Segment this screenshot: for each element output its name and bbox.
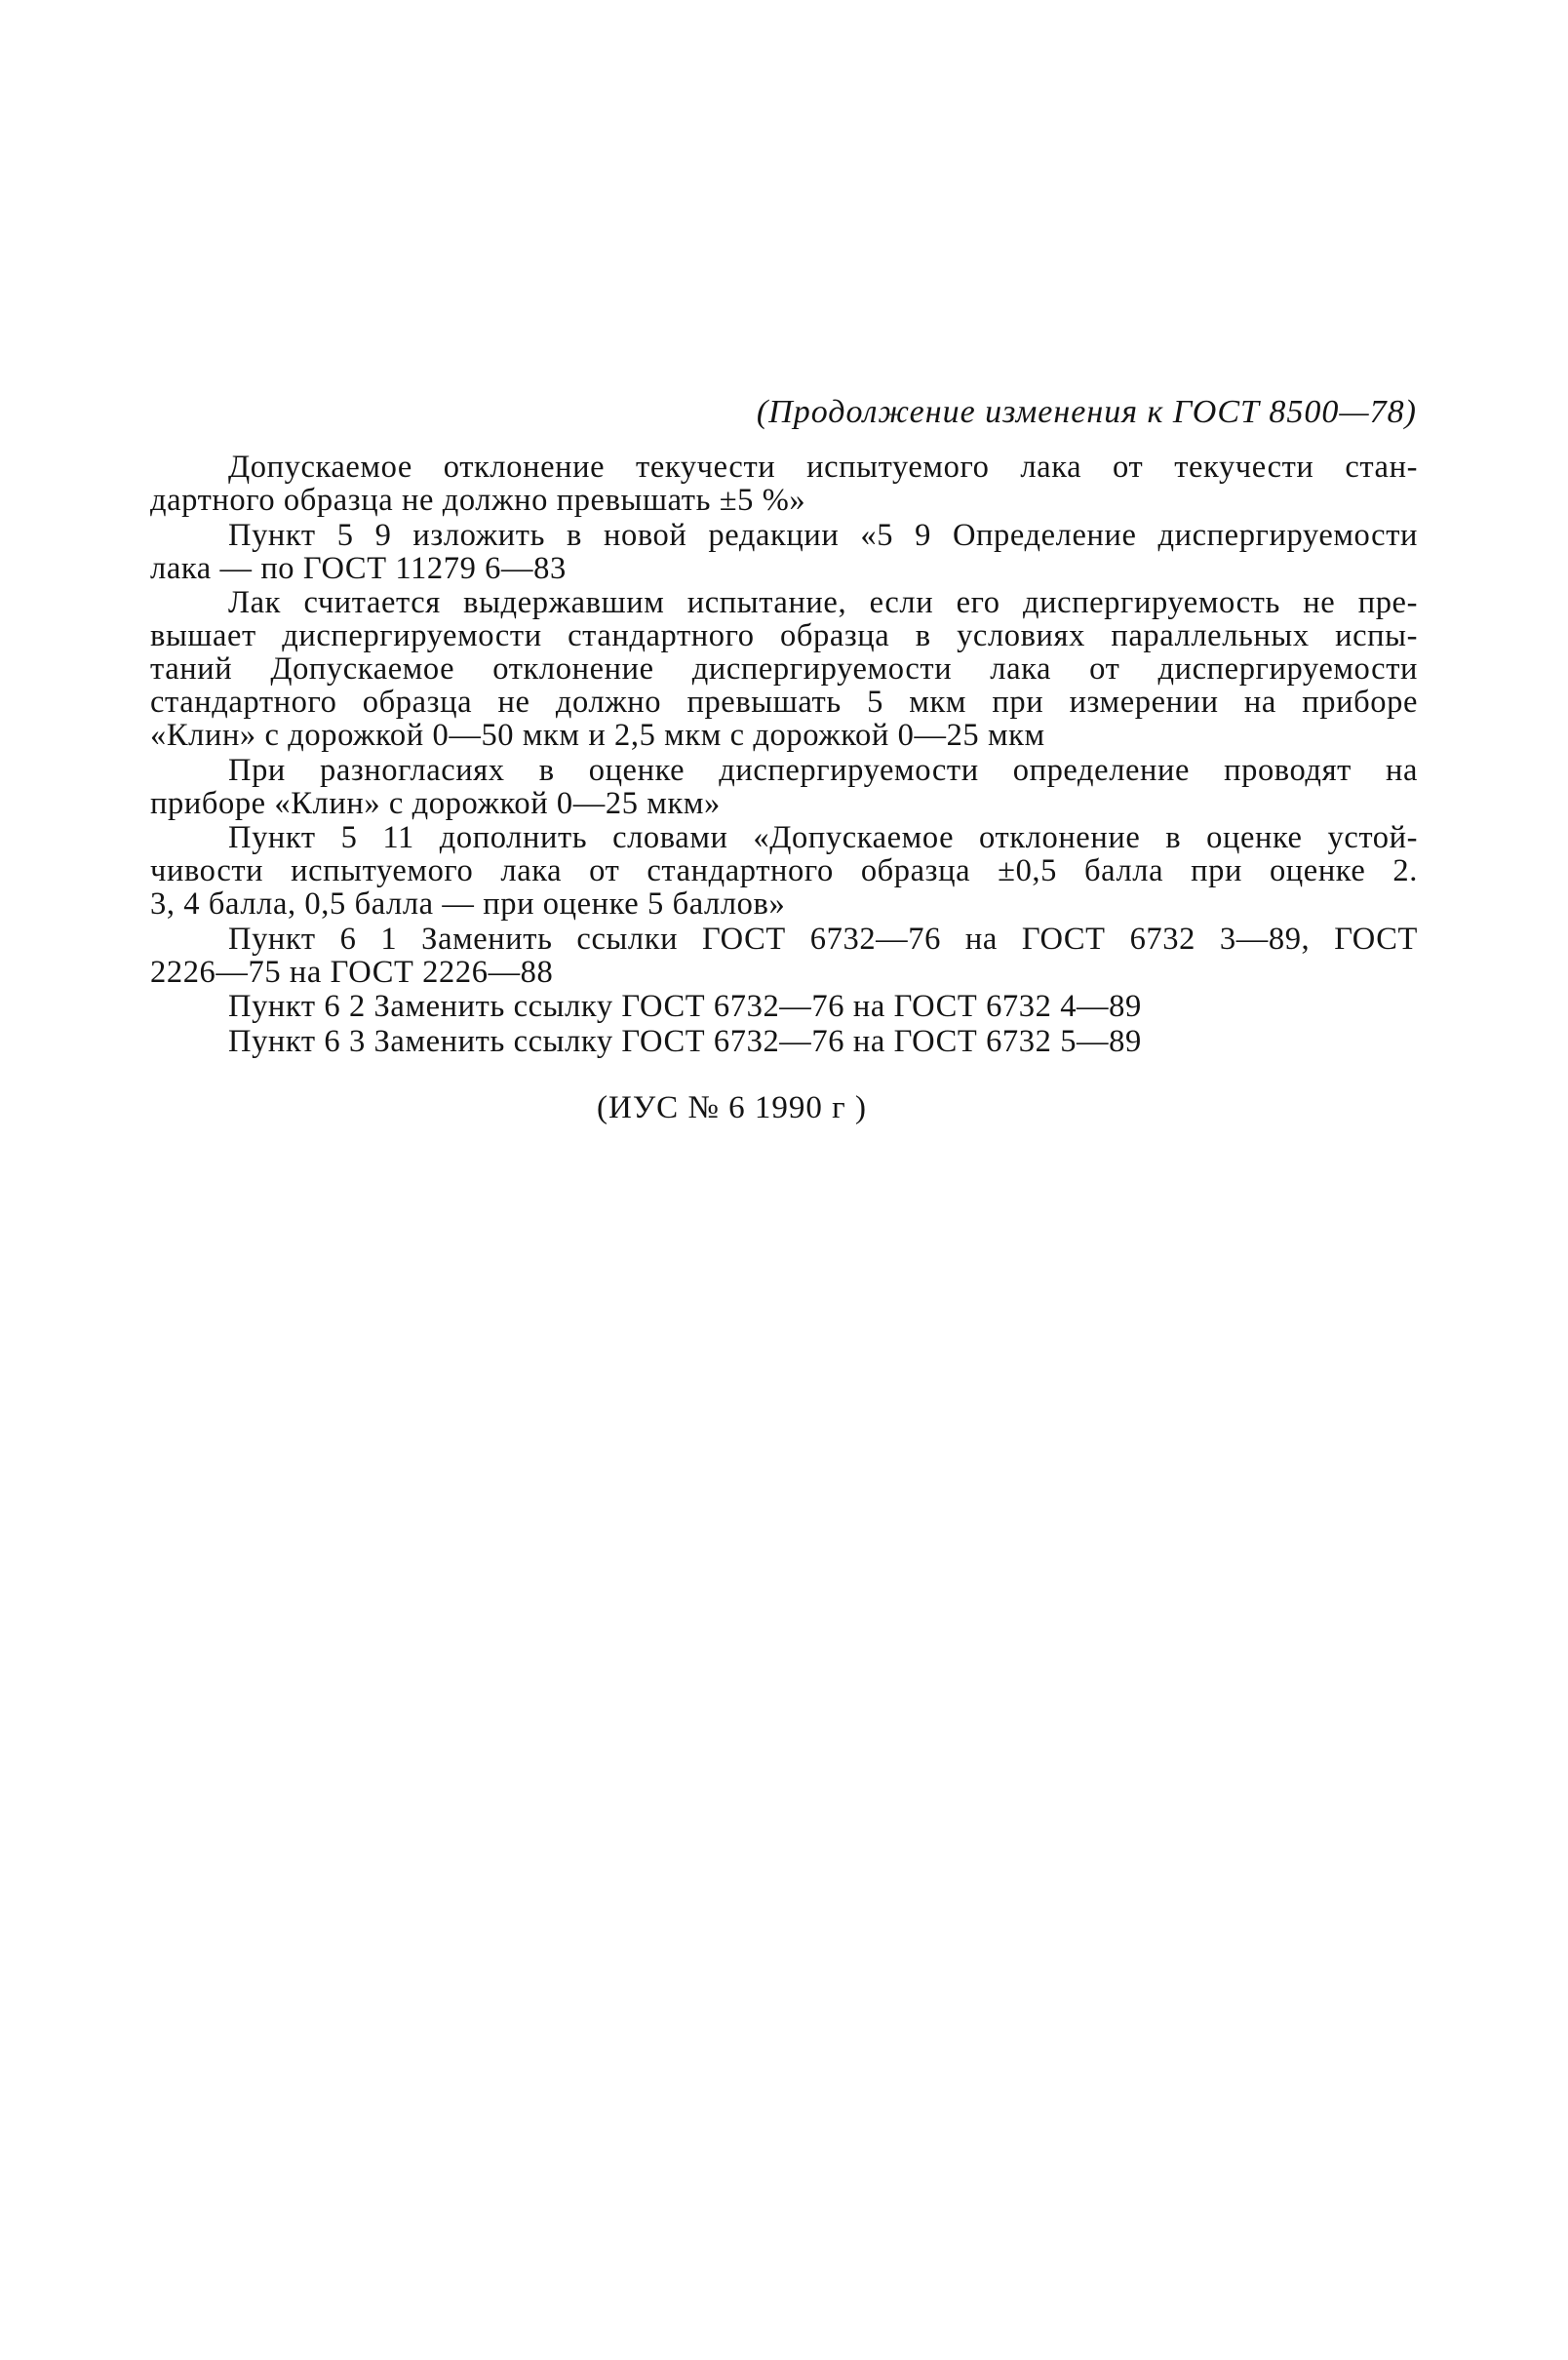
amendment-text: [72, 451, 1418, 1059]
text-line: 3, 4 балла, 0,5 балла — при оценке 5 баллов»: [150, 886, 786, 922]
text-line: Пункт 6 1 Заменить ссылки ГОСТ 6732—76 на ГОСТ 6732 3—89, ГОСТ: [228, 922, 1418, 956]
paragraph-disagreements: [72, 754, 1418, 820]
text-line: 2226—75 на ГОСТ 2226—88: [150, 954, 554, 990]
text-line: вышает диспергируемости стандартного образца в условиях параллельных испы-: [150, 619, 1418, 652]
paragraph-item-5-9: [72, 519, 1418, 585]
text-line: таний Допускаемое отклонение диспергируемости лака от диспергируемости: [150, 652, 1418, 686]
text-line: Пункт 6 3 Заменить ссылку ГОСТ 6732—76 на ГОСТ 6732 5—89: [228, 1023, 1142, 1059]
text-line: чивости испытуемого лака от стандартного образца ±0,5 балла при оценке 2.: [150, 854, 1418, 887]
paragraph-dispersibility-test: [72, 586, 1418, 752]
text-line: стандартного образца не должно превышать 5 мкм при измерении на приборе: [150, 686, 1418, 719]
text-line: Лак считается выдержавшим испытание, если его диспергируемость не пре-: [228, 586, 1418, 619]
paragraph-fluidity-tolerance: [72, 451, 1418, 517]
paragraph-item-6-2: [72, 990, 1418, 1023]
text-line: Пункт 5 11 дополнить словами «Допускаемое отклонение в оценке устой-: [228, 821, 1418, 854]
paragraph-item-6-3: [72, 1025, 1418, 1058]
continuation-header: (Продолжение изменения к ГОСТ 8500—78): [756, 394, 1417, 430]
text-line: «Клин» с дорожкой 0—50 мкм и 2,5 мкм с дорожкой 0—25 мкм: [150, 718, 1045, 753]
paragraph-item-6-1: [72, 923, 1418, 989]
text-line: Пункт 5 9 изложить в новой редакции «5 9 Определение диспергируемости: [228, 518, 1418, 552]
paragraph-item-5-11: [72, 821, 1418, 921]
text-line: При разногласиях в оценке диспергируемости определение проводят на: [228, 753, 1418, 787]
text-line: лака — по ГОСТ 11279 6—83: [150, 550, 567, 586]
source-reference: (ИУС № 6 1990 г ): [597, 1090, 867, 1125]
text-line: Пункт 6 2 Заменить ссылку ГОСТ 6732—76 на ГОСТ 6732 4—89: [228, 989, 1142, 1024]
text-line: приборе «Клин» с дорожкой 0—25 мкм»: [150, 785, 721, 821]
text-line: дартного образца не должно превышать ±5 %»: [150, 483, 806, 518]
text-line: Допускаемое отклонение текучести испытуемого лака от текучести стан-: [228, 451, 1418, 484]
